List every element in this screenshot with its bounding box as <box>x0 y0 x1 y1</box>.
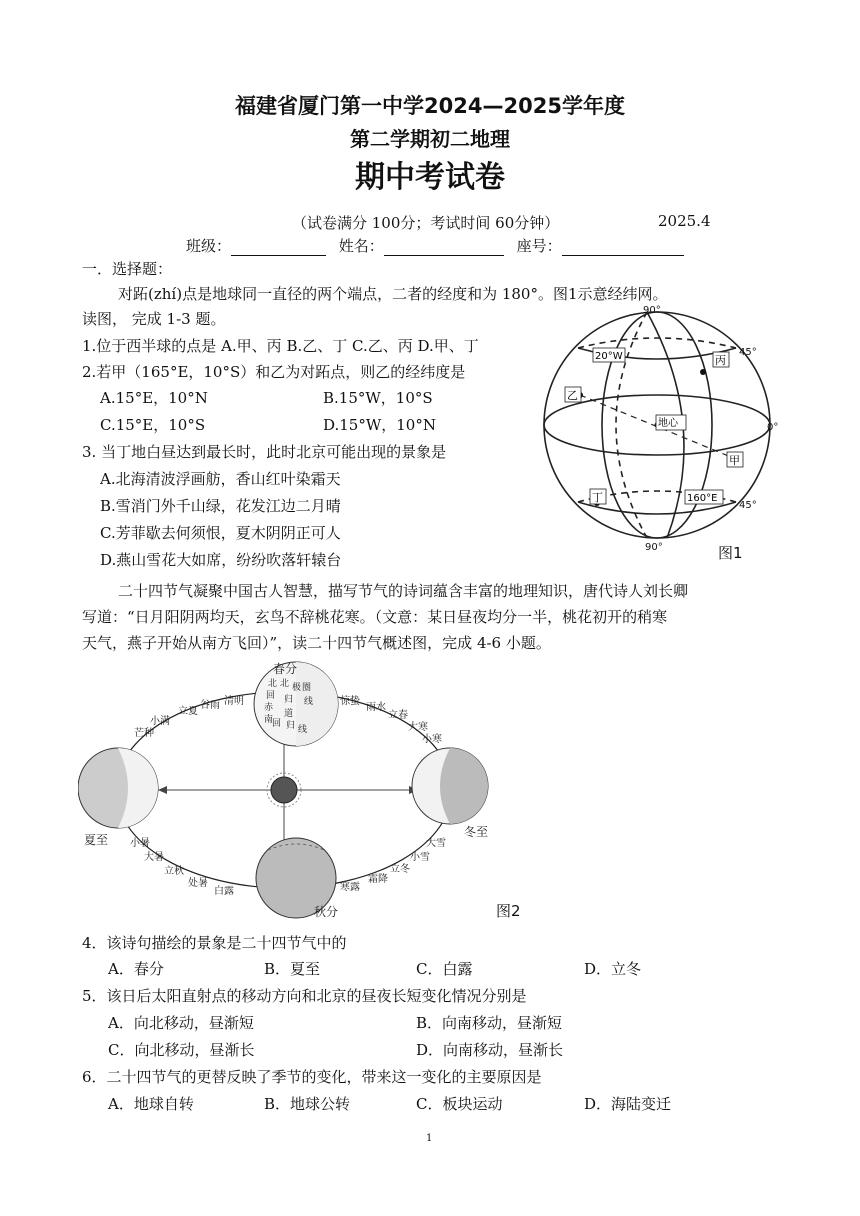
term-dashu: 大暑 <box>144 852 164 863</box>
q6-option-b[interactable]: B．地球公转 <box>264 1095 351 1113</box>
globe-line-8: 道 <box>284 709 294 719</box>
question-2: 2.若甲（165°E，10°S）和乙为对跖点，则乙的经纬度是 <box>82 363 466 381</box>
globe-line-0: 北 <box>268 679 278 689</box>
exam-date: 2025.4 <box>658 212 711 230</box>
globe-line-7: 线 <box>304 697 314 707</box>
fig1-point-bing: 丙 <box>715 354 726 367</box>
title-exam: 期中考试卷 <box>355 160 505 195</box>
passage-line-3: 天气，燕子开始从南方飞回）”，读二十四节气概述图，完成 4-6 小题。 <box>82 634 551 652</box>
term-spring: 春分 <box>273 662 298 676</box>
term-dahan: 大寒 <box>408 722 428 733</box>
term-mangzhong: 芒种 <box>134 728 154 739</box>
question-4: 4．该诗句描绘的景象是二十四节气中的 <box>82 934 347 952</box>
term-chushu: 处暑 <box>188 878 208 889</box>
term-daxue: 大雪 <box>426 838 446 849</box>
q2-option-c[interactable]: C.15°E，10°S <box>100 416 206 434</box>
q3-option-d[interactable]: D.燕山雪花大如席，纷纷吹落轩辕台 <box>100 551 342 569</box>
passage-line-2: 写道：“日月阳阴两均天，玄鸟不辞桃花寒。（文意：某日昼夜均分一半，桃花初开的稍寒 <box>82 608 668 626</box>
seat-field[interactable] <box>562 241 684 256</box>
page-number: 1 <box>426 1133 433 1144</box>
globe-line-2: 极 <box>292 683 302 693</box>
figure-2-solar-terms <box>78 660 498 922</box>
name-field[interactable] <box>384 241 504 256</box>
globe-line-4: 回 <box>266 691 276 701</box>
q3-option-c[interactable]: C.芳菲歇去何须恨，夏木阴阴正可人 <box>100 524 341 542</box>
term-xiaoman: 小满 <box>150 716 170 727</box>
figure-1-globe <box>535 300 785 562</box>
fig1-point-jia: 甲 <box>729 454 740 467</box>
q2-option-b[interactable]: B.15°W，10°S <box>323 389 433 407</box>
section-heading: 一．选择题： <box>82 260 173 278</box>
q2-option-d[interactable]: D.15°W，10°N <box>323 416 436 434</box>
seat-label: 座号： <box>516 237 562 255</box>
term-lixia: 立夏 <box>178 706 198 717</box>
q4-option-b[interactable]: B．夏至 <box>264 960 321 978</box>
term-lichun: 立春 <box>388 710 408 721</box>
globe-line-11: 归 <box>286 721 296 731</box>
term-liqiu: 立秋 <box>164 866 184 877</box>
term-lidong: 立冬 <box>390 864 410 875</box>
q6-option-d[interactable]: D．海陆变迁 <box>584 1095 672 1113</box>
term-yushui: 雨水 <box>366 702 386 713</box>
q3-option-b[interactable]: B.雪消门外千山绿，花发江边二月晴 <box>100 497 341 515</box>
fig1-label-ne: 45° <box>739 347 757 358</box>
class-label: 班级： <box>186 237 232 255</box>
term-winter: 冬至 <box>464 825 489 839</box>
student-info-row <box>186 235 684 256</box>
question-6: 6．二十四节气的更替反映了季节的变化，带来这一变化的主要原因是 <box>82 1068 542 1086</box>
term-summer: 夏至 <box>84 833 109 847</box>
q5-option-b[interactable]: B．向南移动，昼渐短 <box>416 1014 563 1032</box>
exam-info: （试卷满分 100分；考试时间 60分钟） <box>292 214 560 232</box>
fig1-label-160e: 160°E <box>687 493 718 504</box>
globe-winter <box>412 748 488 824</box>
globe-line-10: 回 <box>272 719 282 729</box>
figure-2-caption: 图2 <box>496 902 521 920</box>
class-field[interactable] <box>231 241 326 256</box>
intro-text-2: 读图， 完成 1-3 题。 <box>82 310 226 328</box>
fig1-point-yi: 乙 <box>567 389 578 402</box>
term-jingzhe: 惊蛰 <box>340 696 360 707</box>
term-guyu: 谷雨 <box>200 700 220 711</box>
fig1-label-20w: 20°W <box>595 351 623 362</box>
term-qingming: 清明 <box>224 696 244 707</box>
term-hanlu: 寒露 <box>340 882 360 893</box>
fig1-label-right: 0° <box>767 422 779 433</box>
q4-option-d[interactable]: D．立冬 <box>584 960 642 978</box>
question-5: 5．该日后太阳直射点的移动方向和北京的昼夜长短变化情况分别是 <box>82 987 527 1005</box>
q5-option-d[interactable]: D．向南移动，昼渐长 <box>416 1041 564 1059</box>
passage-line-1: 二十四节气凝聚中国古人智慧，描写节气的诗词蕴含丰富的地理知识，唐代诗人刘长卿 <box>118 582 689 600</box>
q6-option-a[interactable]: A．地球自转 <box>108 1095 194 1113</box>
fig1-point-ding: 丁 <box>592 491 603 504</box>
globe-line-6: 赤 <box>264 703 274 713</box>
q3-option-a[interactable]: A.北海清波浮画舫，香山红叶染霜天 <box>100 470 341 488</box>
name-label: 姓名： <box>338 237 384 255</box>
globe-line-9: 南 <box>264 715 274 725</box>
q4-option-a[interactable]: A．春分 <box>108 960 164 978</box>
term-autumn: 秋分 <box>314 905 339 919</box>
q6-option-c[interactable]: C．板块运动 <box>416 1095 503 1113</box>
globe-line-1: 北 <box>280 679 290 689</box>
term-xiaoshu: 小暑 <box>130 838 150 849</box>
q2-option-a[interactable]: A.15°E，10°N <box>100 389 208 407</box>
figure-1-caption: 图1 <box>718 544 743 562</box>
globe-line-3: 圈 <box>302 683 312 693</box>
q5-option-c[interactable]: C．向北移动，昼渐长 <box>108 1041 255 1059</box>
globe-line-5: 归 <box>284 695 294 705</box>
title-school: 福建省厦门第一中学2024—2025学年度 <box>235 94 625 118</box>
fig1-label-se: 45° <box>739 500 757 511</box>
question-1: 1.位于西半球的点是 A.甲、丙 B.乙、丁 C.乙、丙 D.甲、丁 <box>82 337 479 355</box>
title-subject: 第二学期初二地理 <box>350 127 510 151</box>
term-xiaoxue: 小雪 <box>410 852 430 863</box>
globe-summer <box>78 748 158 828</box>
term-xiaohan: 小寒 <box>422 734 442 745</box>
intro-text: 对跖(zhí)点是地球同一直径的两个端点，二者的经度和为 180°。图1示意经纬网。 <box>118 285 668 303</box>
q4-option-c[interactable]: C．白露 <box>416 960 473 978</box>
fig1-label-bottom: 90° <box>645 542 663 553</box>
fig1-label-top: 90° <box>643 305 661 316</box>
q5-option-a[interactable]: A．向北移动，昼渐短 <box>108 1014 254 1032</box>
question-3: 3. 当丁地白昼达到最长时，此时北京可能出现的景象是 <box>82 443 447 461</box>
fig1-label-center: 地心 <box>658 418 678 429</box>
term-shuangjiang: 霜降 <box>368 874 388 885</box>
term-bailu: 白露 <box>214 886 234 897</box>
globe-line-12: 线 <box>298 725 308 735</box>
